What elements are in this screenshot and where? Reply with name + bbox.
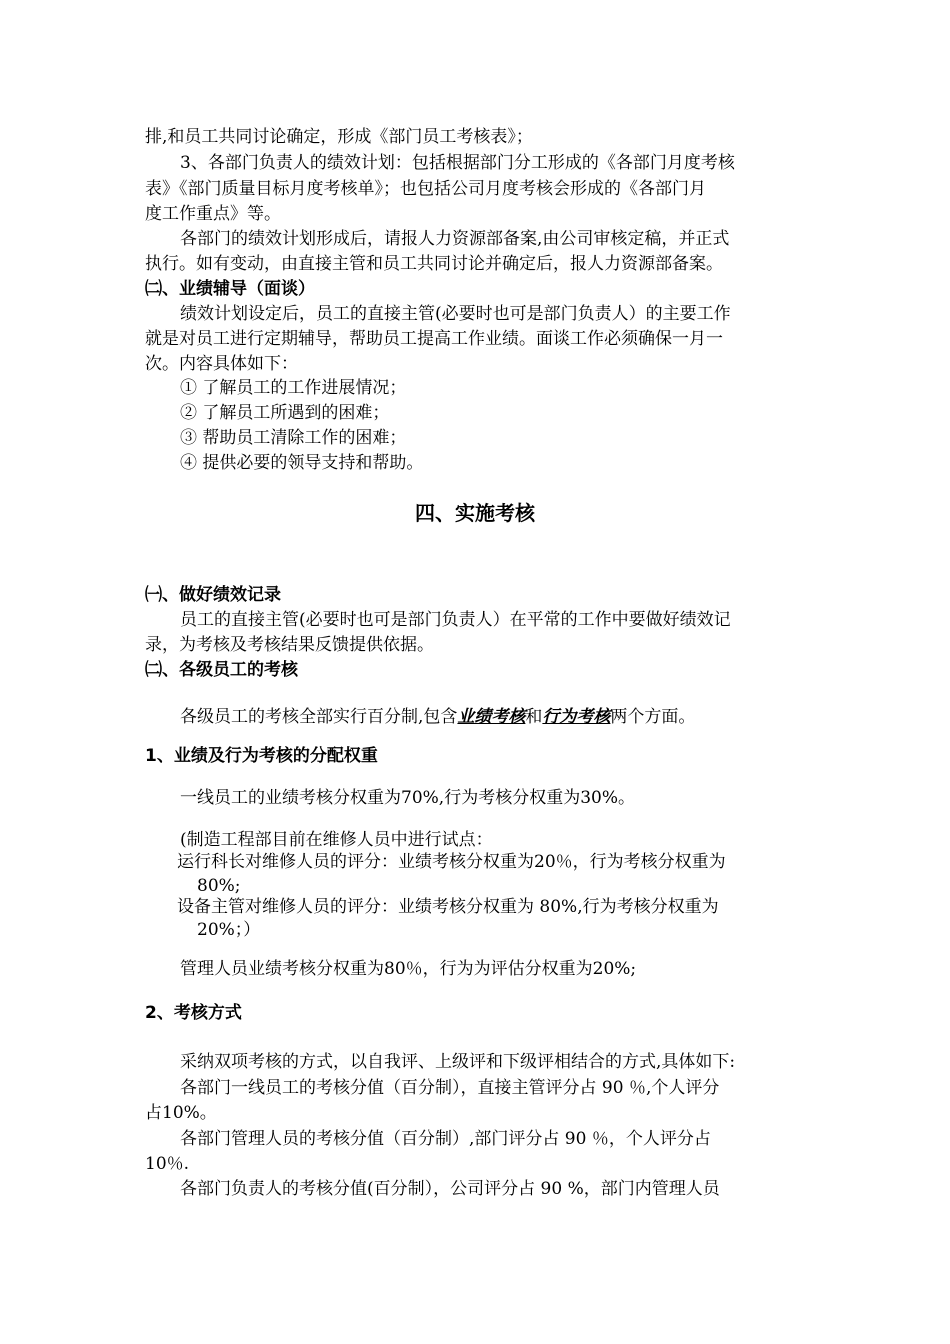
paragraph-line: 度工作重点》等。 <box>145 204 281 224</box>
paragraph-line: 次。内容具体如下： <box>145 354 298 374</box>
text-run: 各级员工的考核全部实行百分制,包含 <box>180 707 458 727</box>
paragraph-line: 80%; <box>197 876 241 896</box>
paragraph-line: 执行。如有变动，由直接主管和员工共同讨论并确定后，报人力资源部备案。 <box>145 254 723 274</box>
paragraph-line: 排,和员工共同讨论确定，形成《部门员工考核表》； <box>145 127 533 147</box>
list-item: ① 了解员工的工作进展情况； <box>180 378 407 398</box>
paragraph-line: 管理人员业绩考核分权重为80％，行为为评估分权重为20%; <box>180 959 637 979</box>
paragraph-line: 设备主管对维修人员的评分：业绩考核分权重为 80%,行为考核分权重为 <box>177 897 719 917</box>
paragraph-line: 一线员工的业绩考核分权重为70%,行为考核分权重为30%。 <box>180 788 635 808</box>
paragraph-line: 运行科长对维修人员的评分：业绩考核分权重为20％，行为考核分权重为 <box>177 852 726 872</box>
text-run: 和 <box>525 707 543 727</box>
paragraph-line: 采纳双项考核的方式，以自我评、上级评和下级评相结合的方式,具体如下: <box>180 1052 736 1072</box>
paragraph-line: 绩效计划设定后，员工的直接主管(必要时也可是部门负责人）的主要工作 <box>180 304 731 324</box>
paragraph-line: 表》《部门质量目标月度考核单》；也包括公司月度考核会形成的《各部门月 <box>145 179 706 199</box>
paragraph-line: 录，为考核及考核结果反馈提供依据。 <box>145 635 434 655</box>
subsection-heading: 1、业绩及行为考核的分配权重 <box>145 746 378 766</box>
paragraph-line: 就是对员工进行定期辅导，帮助员工提高工作业绩。面谈工作必须确保一月一 <box>145 329 723 349</box>
paragraph-line: 各部门一线员工的考核分值（百分制），直接主管评分占 90 ％,个人评分 <box>180 1078 720 1098</box>
paragraph-line: 各部门管理人员的考核分值（百分制）,部门评分占 90 ％，个人评分占 <box>180 1129 711 1149</box>
emphasis-behavior: 行为考核 <box>542 707 611 727</box>
chapter-title: 四、实施考核 <box>415 501 535 525</box>
paragraph-line: 员工的直接主管(必要时也可是部门负责人）在平常的工作中要做好绩效记 <box>180 610 731 630</box>
paragraph-line: (制造工程部目前在维修人员中进行试点： <box>180 830 493 850</box>
list-item: ④ 提供必要的领导支持和帮助。 <box>180 453 424 473</box>
paragraph-line: 10％. <box>145 1154 190 1174</box>
paragraph-line: 各部门的绩效计划形成后，请报人力资源部备案,由公司审核定稿，并正式 <box>180 229 730 249</box>
section-heading: ㈡、各级员工的考核 <box>145 660 298 680</box>
paragraph-line: 20%；） <box>197 920 261 940</box>
section-heading: ㈡、业绩辅导（面谈） <box>145 279 315 299</box>
section-heading: ㈠、做好绩效记录 <box>145 585 281 605</box>
paragraph-line: 占10%。 <box>145 1103 217 1123</box>
subsection-heading: 2、考核方式 <box>145 1003 242 1023</box>
emphasis-performance: 业绩考核 <box>457 707 526 727</box>
paragraph-line <box>180 705 695 729</box>
text-run: 两个方面。 <box>610 707 696 727</box>
list-item: ③ 帮助员工清除工作的困难； <box>180 428 407 448</box>
paragraph-line: 各部门负责人的考核分值(百分制），公司评分占 90 %，部门内管理人员 <box>180 1179 720 1199</box>
paragraph-line: 3、各部门负责人的绩效计划：包括根据部门分工形成的《各部门月度考核 <box>180 153 735 173</box>
list-item: ② 了解员工所遇到的困难； <box>180 403 390 423</box>
